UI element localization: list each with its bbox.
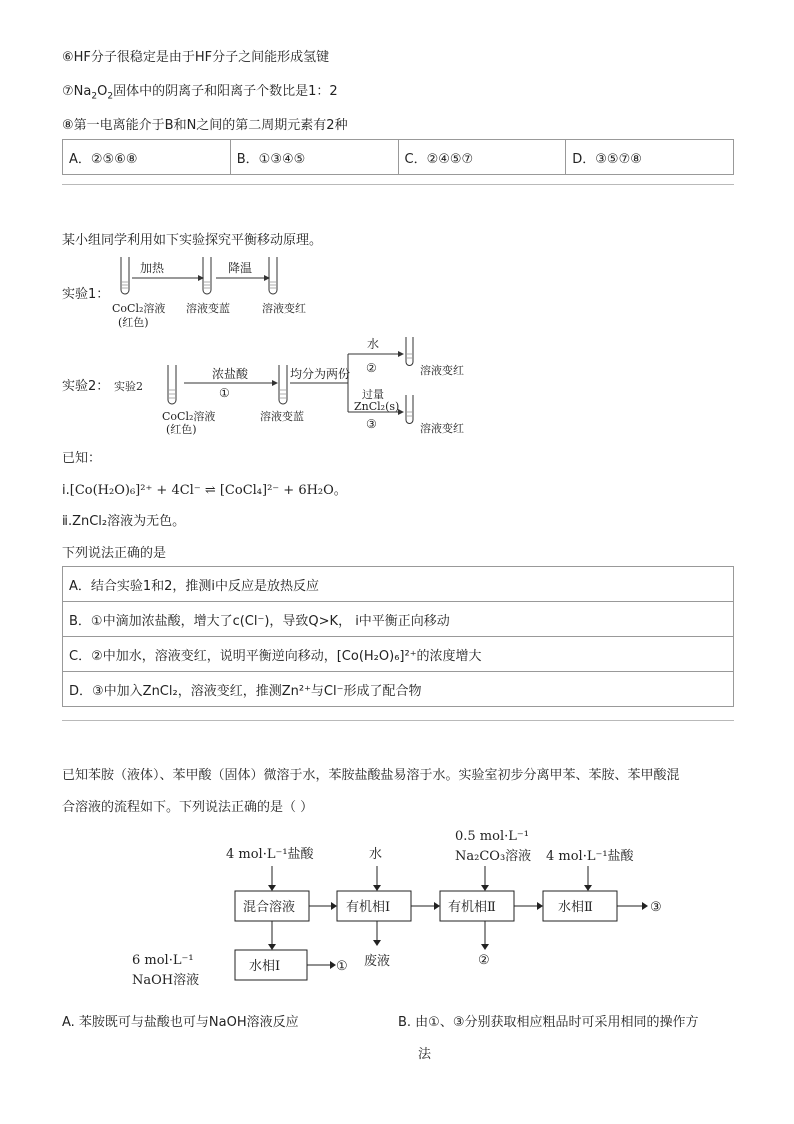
- flow-out-2: ②: [478, 953, 490, 968]
- q2-exp1-label: 实验1：: [62, 287, 110, 302]
- q2-known-i-equation: [Co(H₂O)₆]²⁺ + 4Cl⁻ ⇌ [CoCl₄]²⁻ + 6H₂O。: [69, 483, 347, 498]
- q2-options-table: [62, 566, 734, 707]
- exp2-water-label: 水: [367, 337, 380, 351]
- q2-intro: 某小组同学利用如下实验探究平衡移动原理。: [62, 233, 323, 248]
- exp2-result-bottom: 溶液变红: [420, 422, 464, 435]
- q3-flowchart: [120, 822, 680, 992]
- exp2-arrowhead-2: [398, 351, 404, 357]
- exp1-heat-label: 加热: [140, 261, 165, 275]
- exp1-tube1-color: (红色): [118, 316, 149, 329]
- exp2-arrowhead-1: [272, 380, 278, 386]
- box-aq2: 水相Ⅱ: [558, 900, 593, 915]
- flow-out-3: ③: [650, 900, 662, 915]
- exp2-excess-label: 过量: [362, 388, 384, 401]
- q1-option-c[interactable]: C．②④⑤⑦: [398, 140, 566, 175]
- box-org1: 有机相Ⅰ: [346, 900, 391, 915]
- divider-2: [62, 720, 734, 721]
- q2-option-a[interactable]: A．结合实验1和2，推测ⅰ中反应是放热反应: [63, 567, 734, 602]
- flow-na2co3-conc: 0.5 mol·L⁻¹: [455, 829, 529, 844]
- exp1-cool-label: 降温: [228, 261, 253, 275]
- q1-item-6: ⑥HF分子很稳定是由于HF分子之间能形成氢键: [62, 50, 330, 65]
- exp1-tube-1: [121, 257, 129, 294]
- q1-item-7: [62, 80, 338, 102]
- q1-item-7-prefix: ⑦Na: [62, 84, 92, 99]
- q1-option-a[interactable]: A．②⑤⑥⑧: [63, 140, 231, 175]
- flow-naoh-name: NaOH溶液: [132, 973, 200, 988]
- q2-option-c[interactable]: C．②中加水，溶液变红，说明平衡逆向移动，[Co(H₂O)₆]²⁺的浓度增大: [63, 637, 734, 672]
- q1-item-8: ⑧第一电离能介于B和N之间的第二周期元素有2种: [62, 118, 348, 133]
- q3-option-b-line2: 法: [418, 1047, 432, 1062]
- exp2-tube2-label: 溶液变蓝: [260, 410, 304, 423]
- exp2-mark-1: ①: [219, 386, 230, 400]
- q2-option-b[interactable]: B．①中滴加浓盐酸，增大了c(Cl⁻)，导致Q>K， ⅰ中平衡正向移动: [63, 602, 734, 637]
- exp2-tube-bottom: [406, 395, 413, 424]
- divider-1: [62, 184, 734, 185]
- exp2-name: 实验2: [114, 380, 143, 393]
- flow-water: 水: [369, 847, 383, 862]
- q1-item-7-sub1: 2: [91, 91, 98, 102]
- q2-known-ii: ⅱ.ZnCl₂溶液为无色。: [62, 514, 186, 529]
- exp1-tube-2: [203, 257, 211, 294]
- box-mix: 混合溶液: [243, 900, 296, 915]
- q2-known: 已知：: [62, 451, 102, 466]
- q2-option-d[interactable]: D．③中加入ZnCl₂，溶液变红，推测Zn²⁺与Cl⁻形成了配合物: [63, 672, 734, 707]
- exp1-tube3-label: 溶液变红: [262, 302, 306, 315]
- q1-options-table: [62, 139, 734, 175]
- q3-option-b-line1[interactable]: B. 由①、③分别获取相应粗品时可采用相同的操作方: [398, 1015, 699, 1030]
- exp2-tube1-label: CoCl₂溶液: [162, 410, 216, 423]
- exp1-tube-3: [269, 257, 277, 294]
- q1-option-b[interactable]: B．①③④⑤: [230, 140, 398, 175]
- flow-waste: 废液: [364, 954, 391, 969]
- q3-line-1: 已知苯胺（液体）、苯甲酸（固体）微溶于水，苯胺盐酸盐易溶于水。实验室初步分离甲苯、苯胺、苯甲酸混: [62, 768, 680, 783]
- exp2-mark-2: ②: [366, 361, 377, 375]
- q1-item-7-sub2: 2: [107, 91, 114, 102]
- q2-known-i: [62, 479, 347, 498]
- flow-naoh-conc: 6 mol·L⁻¹: [132, 953, 194, 968]
- exp2-mark-3: ③: [366, 417, 377, 431]
- exp2-result-top: 溶液变红: [420, 364, 464, 377]
- q2-exp2-label: 实验2：: [62, 379, 110, 394]
- q2-stem: 下列说法正确的是: [62, 546, 167, 561]
- q1-item-7-suffix: 固体中的阴离子和阳离子个数比是1：2: [113, 84, 338, 99]
- exp2-reagent-hcl: 浓盐酸: [212, 367, 249, 381]
- q2-experiment-diagram: [100, 250, 500, 440]
- exp2-split-label: 均分为两份: [290, 367, 351, 381]
- box-org2: 有机相Ⅱ: [448, 900, 496, 915]
- exp1-tube1-label: CoCl₂溶液: [112, 302, 166, 315]
- q1-item-7-mid: O: [97, 84, 108, 99]
- flow-hcl-right: 4 mol·L⁻¹盐酸: [546, 849, 634, 864]
- flow-hcl-top: 4 mol·L⁻¹盐酸: [226, 847, 314, 862]
- exp1-tube2-label: 溶液变蓝: [186, 302, 230, 315]
- q1-option-d[interactable]: D．③⑤⑦⑧: [566, 140, 734, 175]
- flow-na2co3-name: Na₂CO₃溶液: [455, 849, 532, 864]
- exp2-tube1-color: (红色): [166, 423, 197, 436]
- q2-known-i-prefix: ⅰ.: [62, 483, 70, 498]
- exp2-zncl2-label: ZnCl₂(s): [354, 400, 400, 413]
- flow-out-1: ①: [336, 959, 348, 974]
- exp2-tube-top: [406, 337, 413, 366]
- q3-option-a[interactable]: A. 苯胺既可与盐酸也可与NaOH溶液反应: [62, 1015, 299, 1030]
- q3-line-2: 合溶液的流程如下。下列说法正确的是（ ）: [62, 800, 314, 815]
- box-aq1: 水相Ⅰ: [249, 959, 281, 974]
